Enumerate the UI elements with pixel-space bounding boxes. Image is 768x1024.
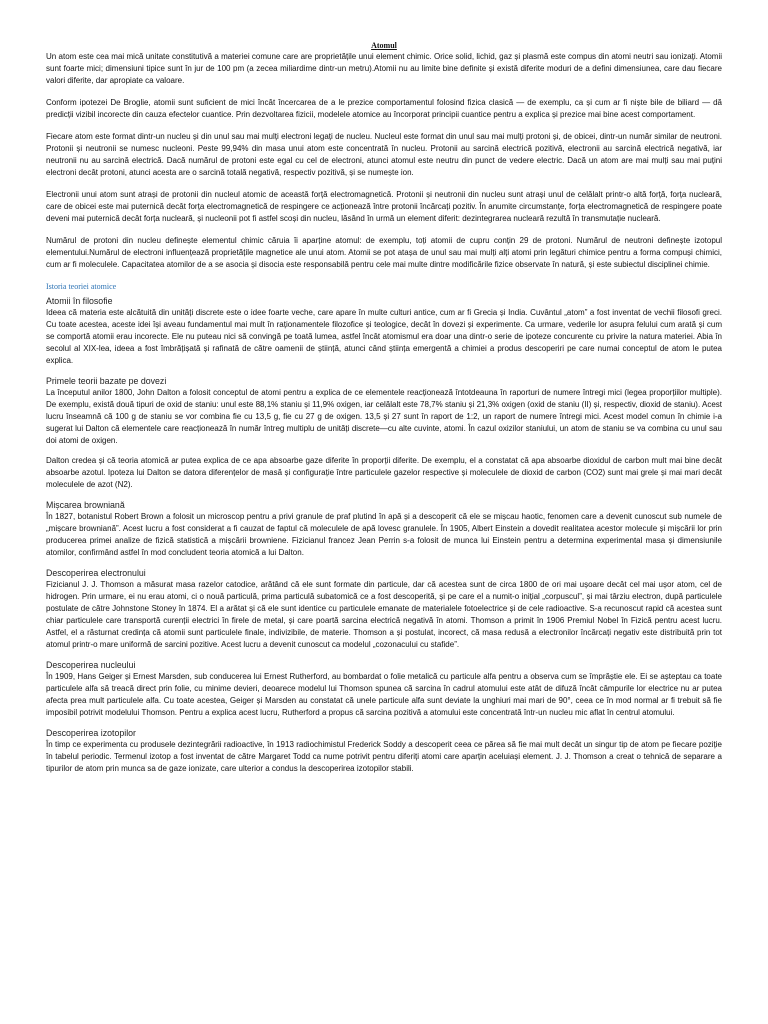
- subsection-heading-philosophy: Atomii în filosofie: [46, 296, 113, 306]
- subsection-heading-brownian-motion: Mișcarea browniană: [46, 500, 125, 510]
- document-title: Atomul: [371, 41, 397, 50]
- history-section-title: Istoria teoriei atomice: [46, 282, 117, 291]
- subsection-body-nucleus: În 1909, Hans Geiger și Ernest Marsden, sub conducerea lui Ernest Rutherford, au bombardat o folie metalică cu particule alfa pentru a observa cum se împrăștie ele. Ei se așteptau ca toate particulele alfa să treacă direct prin folie, cu minime devieri, deoarece modelul lui Thomson spunea că sarcina în cadrul atomului este atât de difuză încât câmpurile lor electrice nu ar putea afecta prea mult particulele alfa. Cu toate acestea, Geiger și Marsden au constatat că unele particule alfa sunt deviate la unghiuri mai mari de 90°, ceea ce în mod normal ar fi trebuit să fie imposibil potrivit modelului Thomson. Pentru a explica acest lucru, Rutherford a propus că sarcina pozitivă a atomului este concentrată într-un nucleu mic aflat în centrul atomului.: [46, 672, 722, 717]
- subsection-heading-early-theories: Primele teorii bazate pe dovezi: [46, 376, 167, 386]
- intro-paragraph-1: Un atom este cea mai mică unitate constitutivă a materiei comune care are proprietățile unui element chimic. Orice solid, lichid, gaz și plasmă este compus din atomi neutri sau ionizați. Atomii sunt foarte mici; dimensiuni tipice sunt în jur de 100 pm (a zecea miliardime dintr-un metru).Atomii nu au limite bine definite și există diferite moduri de a defini dimensiunea, care dau fiecare valori diferite, dar apropiate ca valoare.: [46, 52, 722, 85]
- intro-paragraph-3: Fiecare atom este format dintr-un nucleu și din unul sau mai mulți electroni legați de nucleu. Nucleul este format din unul sau mai mulți protoni și, de obicei, dintr-un număr similar de neutroni. Protonii și neutronii se numesc nucleoni. Peste 99,94% din masa unui atom este concentrată în nucleu. Protonii au sarcină electrică pozitivă, electronii au sarcină electrică negativă, iar neutronii nu au sarcină electrică. Dacă numărul de protoni este egal cu cel de electroni, atunci atomul este neutru din punct de vedere electric. Dacă un atom are mai mulți sau mai puțini electroni decât protoni, atunci acesta are o sarcină totală negativă, respectiv pozitivă, și se numește ion.: [46, 132, 722, 177]
- intro-paragraph-4: Electronii unui atom sunt atrași de protonii din nucleul atomic de această forță electromagnetică. Protonii și neutronii din nucleu sunt atrași unul de celălalt printr-o altă forță, forța nucleară, care de obicei este mai puternică decât forța electromagnetică de respingere ce acționează între protonii încărcați pozitiv. În anumite circumstanțe, forța electromagnetică de respingere poate deveni mai puternică decât forța nucleară, și nucleonii pot fi astfel scoși din nucleu, lăsând în urmă un element diferit: dezintegrarea nucleară rezultă în transmutație nucleară.: [46, 190, 722, 223]
- intro-paragraph-2: Conform ipotezei De Broglie, atomii sunt suficient de mici încât încercarea de a le prezice comportamentul folosind fizica clasică — de exemplu, ca și cum ar fi niște bile de biliard — dă predicții vizibil incorecte din cauza efectelor cuantice. Prin dezvoltarea fizicii, modelele atomice au încorporat principii cuantice pentru a explica și prezice mai bine acest comportament.: [46, 98, 722, 119]
- subsection-body-brownian-motion: În 1827, botanistul Robert Brown a folosit un microscop pentru a privi granule de praf plutind în apă și a descoperit că ele se mișcau haotic, fenomen care a devenit cunoscut sub numele de „mișcare browniană”. Acest lucru a fost considerat a fi cauzat de faptul că moleculele de apă lovesc granulele. În 1905, Albert Einstein a dovedit realitatea acestor molecule și mișcării lor prin producerea primei analize de fizică statistică a mișcării browniene. Fizicianul francez Jean Perrin s-a folosit de munca lui Einstein pentru a determina experimental masa și dimensiunile atomilor, confirmând astfel în mod concludent teoria atomică a lui Dalton.: [46, 512, 722, 557]
- subsection-heading-isotopes: Descoperirea izotopilor: [46, 728, 136, 738]
- subsection-heading-nucleus: Descoperirea nucleului: [46, 660, 136, 670]
- subsection-body-isotopes: În timp ce experimenta cu produsele dezintegrării radioactive, în 1913 radiochimistul Frederick Soddy a descoperit ceea ce părea să fie mai mult decât un singur tip de atom pe fiecare poziție în tabelul periodic. Termenul izotop a fost inventat de către Margaret Todd ca nume potrivit pentru diferiți atomi care aparțin aceluiași element. J. J. Thomson a creat o tehnică de separare a tipurilor de atom prin munca sa de gaze ionizate, care ulterior a condus la descoperirea izotopilor stabili.: [46, 740, 722, 773]
- subsection-body-electron: Fizicianul J. J. Thomson a măsurat masa razelor catodice, arătând că ele sunt formate din particule, dar că acestea sunt de circa 1800 de ori mai ușoare decât cel mai ușor atom, cel de hidrogen. Prin urmare, ei nu erau atomi, ci o nouă particulă, prima particulă subatomică ce a fost descoperită, și pe care el a numit-o inițial „corpuscul”, și mai târziu electron, după particulele postulate de către Johnstone Stoney în 1874. El a arătat și că ele sunt identice cu particulele emanate de materialele fotoelectrice și de cele radioactive. S-a recunoscut rapid că acestea sunt chiar particulele care transportă curenții electrici în firele de metal, și care poartă sarcina electrică negativă în atomi. Thomson a primit în 1906 Premiul Nobel în Fizică pentru acest lucru. Astfel, el a răsturnat credința că atomii sunt particulele finale, indivizibile, de materie. Thomson a și postulat, incorect, că masa redusă a electronilor încărcați negativ este distribuită prin tot atomul printr-o mare uniformă de sarcini pozitive. Acest lucru a devenit cunoscut ca modelul „cozonacului cu stafide”.: [46, 580, 722, 649]
- subsection-heading-electron: Descoperirea electronului: [46, 568, 146, 578]
- subsection-body-dalton-gases: Dalton credea și că teoria atomică ar putea explica de ce apa absoarbe gaze diferite în proporții diferite. De exemplu, el a constatat că apa absoarbe dioxidul de carbon mult mai bine decât absoarbe azotul. Ipoteza lui Dalton se datora diferențelor de masă și configurație între particulele gazelor respective și moleculele de dioxid de carbon (CO2) sunt mai grele și mai mari decât moleculele de azot (N2).: [46, 456, 722, 489]
- subsection-body-philosophy: Ideea că materia este alcătuită din unități discrete este o idee foarte veche, care apare în multe culturi antice, cum ar fi Grecia și India. Cuvântul „atom” a fost inventat de vechii filosofi greci. Cu toate acestea, aceste idei își aveau fundamentul mai mult în raționamentele filozofice și teologice, decât în dovezi și experimente. Ca urmare, vederile lor asupra felului cum arată și cum se comportă atomii erau incorecte. Ele nu puteau nici să convingă pe toată lumea, astfel încât atomismul era doar una dintr-o serie de ipoteze concurente cu privire la natura materiei. Abia în secolul al XIX-lea, ideea a fost îmbrățișată și rafinată de către oamenii de știință, atunci când știința emergentă a chimiei a produs descoperiri pe care numai conceptul de atom le putea explica.: [46, 308, 722, 365]
- subsection-body-early-theories: La începutul anilor 1800, John Dalton a folosit conceptul de atomi pentru a explica de ce elementele reacționează întotdeauna în raporturi de numere întregi mici (legea proporțiilor multiple). De exemplu, există două tipuri de oxid de staniu: unul este 88,1% staniu și 11,9% oxigen, iar celălalt este 78,7% staniu și 21,3% oxigen (oxid de staniu (II) și, respectiv, dioxid de staniu). Acest lucru înseamnă că 100 g de staniu se vor combina fie cu 13,5 g, fie cu 27 g de oxigen. 13,5 și 27 sunt în raport de 1:2, un raport de numere întregi mici. Acest model comun în chimie i-a sugerat lui Dalton că elementele care reacționează în număr întreg multiplu de unități discrete—cu alte cuvinte, atomi. În cazul oxizilor staniului, un atom de staniu se va combina cu unul sau doi atomi de oxigen.: [46, 388, 722, 445]
- intro-paragraph-5: Numărul de protoni din nucleu definește elementul chimic căruia îi aparține atomul: de exemplu, toți atomii de cupru conțin 29 de protoni. Numărul de neutroni definește izotopul elementului.Numărul de electroni influențează proprietățile magnetice ale unui atom. Atomii se pot atașa de unul sau mai mulți alți atomi prin legături chimice pentru a forma compuși chimici, cum ar fi moleculele. Capacitatea atomilor de a se asocia și disocia este responsabilă pentru cele mai multe dintre modificările fizice observate în natură, și este subiectul disciplinei chimie.: [46, 236, 722, 269]
